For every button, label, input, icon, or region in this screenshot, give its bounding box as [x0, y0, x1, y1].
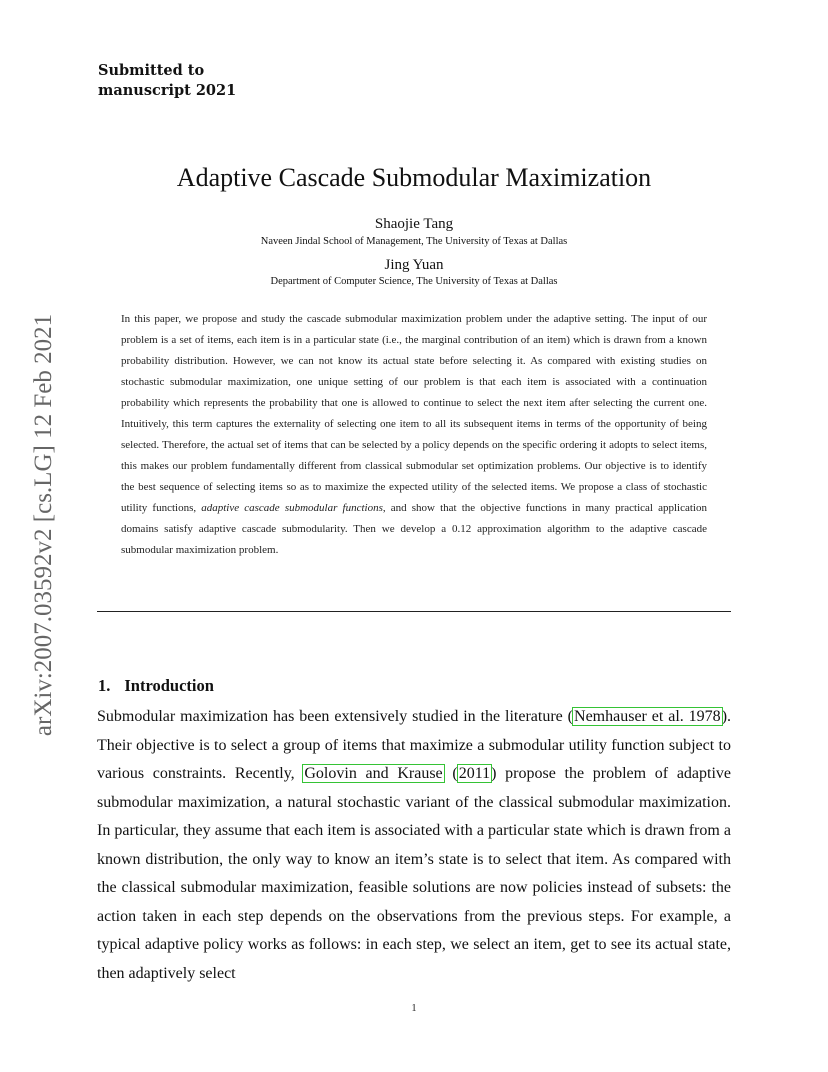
submission-note — [98, 61, 236, 101]
section-heading — [98, 676, 214, 696]
author-affiliation-1: Naveen Jindal School of Management, The University of Texas at Dallas — [260, 236, 568, 247]
abstract-italic-term: adaptive cascade submodular functions — [201, 502, 383, 514]
author-affiliation-2: Department of Computer Science, The University of Texas at Dallas — [270, 276, 558, 287]
citation-link-golovin-krause[interactable]: Golovin and Krause — [304, 765, 443, 782]
intro-text-4: ) propose the problem of adaptive submodular maximization, a natural stochastic variant of the classical submodular maximization. In particular, they assume that each item is associated with a particular state which is drawn from a known distribution, the only way to know an item’s state is to select that item. As compared with the classical submodular maximization, feasible solutions are now policies instead of subsets: the action taken in each step depends on the observations from the previous steps. For example, a typical adaptive policy works as follows: in each step, we select an item, get to see its actual state, then adaptively select — [97, 765, 732, 982]
abstract-divider — [97, 611, 731, 612]
abstract — [121, 309, 707, 561]
page-number: 1 — [411, 1003, 417, 1014]
paper-title: Adaptive Cascade Submodular Maximization — [176, 163, 652, 192]
intro-text-3: ( — [443, 765, 458, 782]
intro-text-1: Submodular maximization has been extensively studied in the literature ( — [97, 708, 574, 725]
section-title: Introduction — [124, 676, 214, 695]
arxiv-identifier-stamp[interactable]: arXiv:2007.03592v2 [cs.LG] 12 Feb 2021 — [30, 313, 57, 737]
submission-note-line1: Submitted to — [98, 62, 205, 79]
introduction-paragraph — [97, 703, 731, 988]
abstract-text-2: , and show that the objective functions in many practical application domains satisfy adaptive cascade submodularity. Then we develop a 0.12 approximation algorithm to the adaptive cascade submodular maximization problem. — [121, 502, 707, 556]
intro-text-2: ). Their objective is to select a group of items that maximize a submodular utility function subject to various constraints. Recently, — [97, 708, 732, 782]
abstract-text-1: In this paper, we propose and study the cascade submodular maximization problem under the adaptive setting. The input of our problem is a set of items, each item is in a particular state (i.e., the marginal contribution of an item) which is drawn from a known probability distribution. However, we can not know its actual state before selecting it. As compared with existing studies on stochastic submodular maximization, one unique setting of our problem is that each item is associated with a continuation probability which represents the probability that one is allowed to continue to select the next item after selecting the current one. Intuitively, this term captures the externality of selecting one item to all its subsequent items in terms of the opportunity of being selected. Therefore, the actual set of items that can be selected by a policy depends on the specific ordering it adopts to select items, this makes our problem fundamentally different from classical submodular set optimization problems. Our objective is to identify the best sequence of selecting items so as to maximize the expected utility of the selected items. We propose a class of stochastic utility functions, — [121, 313, 707, 514]
submission-note-line2: manuscript 2021 — [98, 82, 237, 99]
citation-link-year-2011[interactable]: 2011 — [458, 765, 491, 782]
citation-link-nemhauser[interactable]: Nemhauser et al. 1978 — [574, 708, 721, 725]
author-name-1: Shaojie Tang — [374, 216, 454, 232]
section-number: 1. — [98, 676, 111, 695]
author-name-2: Jing Yuan — [384, 257, 444, 273]
